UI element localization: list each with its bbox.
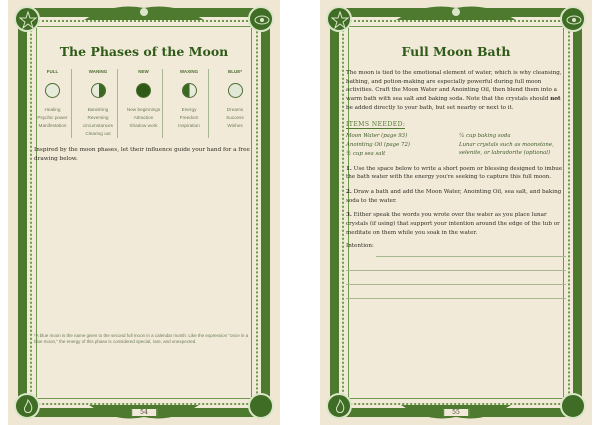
waxing-moon-icon (182, 83, 197, 98)
step-text: Use the space below to write a short poem or blessing designed to imbue the bath water with the energy you're seeking to capture this full moon. (346, 165, 563, 181)
flame-icon (326, 393, 352, 419)
step-text: Either speak the words you wrote over the water as you place lunar crystals (if using) that support your intention around the edge of the tub or meditate on them while you soak in the water. (346, 212, 560, 236)
eye-icon (560, 6, 586, 32)
step-number: 2. (346, 188, 352, 195)
intro-text: Inspired by the moon phases, let their influence guide your hand for a free drawing below. (34, 147, 250, 162)
writing-line[interactable] (346, 285, 566, 299)
phase-word: Energy (181, 107, 197, 112)
waning-moon-icon (91, 83, 106, 98)
footnote: *A blue moon is the name given to the second full moon in a calendar month. Like the expression "once in a blue moon," the energy of this phase is considered special, rare, and unexpected. (34, 333, 249, 344)
item: ¼ cup baking soda (459, 132, 511, 139)
crescent-icon (560, 393, 586, 419)
item: Anointing Oil (page 72) (346, 141, 410, 148)
intro-text: be added directly to your bath, but set nearby or next to it. (346, 104, 514, 111)
items-column (346, 132, 451, 159)
phase-word: Reversing circumstances (83, 115, 113, 128)
phases-table (34, 69, 254, 138)
phase-name: FULL (46, 69, 59, 74)
items-heading-text: ITEMS NEEDED: (346, 120, 406, 128)
page-title: The Phases of the Moon (59, 44, 229, 59)
pentagram-icon (14, 6, 40, 32)
left-page (8, 0, 280, 425)
items-column (459, 132, 564, 159)
phase-word: Inspiration (178, 123, 200, 128)
page-title: Full Moon Bath (401, 44, 511, 59)
blue-moon-icon (228, 83, 243, 98)
items-heading (346, 121, 566, 128)
step-1 (346, 165, 566, 182)
intro-emphasis: not (550, 96, 561, 103)
phase-word: Success (226, 115, 244, 120)
phase-name: NEW (138, 69, 149, 74)
phase-column (171, 69, 209, 138)
phase-word: Dreams (226, 107, 244, 112)
intention-label: Intention: (346, 243, 374, 250)
phase-name: WANING (88, 69, 108, 74)
top-ornament-icon (84, 2, 204, 24)
item: Lunar crystals such as moonstone, selenite, or labradorite (optional) (459, 141, 554, 156)
phase-column (216, 69, 254, 138)
drawing-area[interactable] (34, 164, 254, 329)
right-page (320, 0, 592, 425)
page-number: 55 (443, 408, 469, 417)
phase-word: Shadow work (129, 123, 158, 128)
phase-column (80, 69, 118, 138)
eye-icon (248, 6, 274, 32)
new-moon-icon (136, 83, 151, 98)
top-ornament-icon (396, 2, 516, 24)
phase-word: Manifestation (38, 123, 67, 128)
writing-line[interactable] (376, 243, 566, 257)
flame-icon (14, 393, 40, 419)
phase-word: Attraction (133, 115, 154, 120)
intro-paragraph (346, 69, 566, 113)
phase-column (125, 69, 163, 138)
phase-word: Clearing out (85, 131, 111, 136)
crescent-icon (248, 393, 274, 419)
writing-line[interactable] (346, 257, 566, 271)
phase-word: Banishing (87, 107, 109, 112)
step-number: 1. (346, 165, 352, 172)
intro-text: The moon is tied to the emotional element of water, which is why cleansing, bathing, and potion-making are especially powerful during full moon activities. Craft the Moon Water and Anointing Oil, then blend them into a warm bath with sea salt and baking soda. Note that the crystals should (346, 70, 562, 103)
phase-word: New beginnings (126, 107, 161, 112)
items-list (346, 132, 566, 159)
writing-line[interactable] (346, 271, 566, 285)
full-moon-icon (45, 83, 60, 98)
item: Moon Water (page 93) (346, 132, 408, 139)
phase-column (34, 69, 72, 138)
phase-word: Psychic power (37, 115, 68, 120)
step-number: 3. (346, 212, 352, 219)
phase-word: Freedom (179, 115, 199, 120)
phase-name: WAXING (179, 69, 199, 74)
page-number: 54 (131, 408, 157, 417)
phase-word: Healing (44, 107, 61, 112)
phase-name: BLUE* (227, 69, 242, 74)
pentagram-icon (326, 6, 352, 32)
step-2 (346, 188, 566, 205)
step-3 (346, 211, 566, 237)
phase-word: Wishes (227, 123, 243, 128)
step-text: Draw a bath and add the Moon Water, Anointing Oil, sea salt, and baking soda to the water. (346, 188, 562, 204)
item: ½ cup sea salt (346, 150, 386, 157)
